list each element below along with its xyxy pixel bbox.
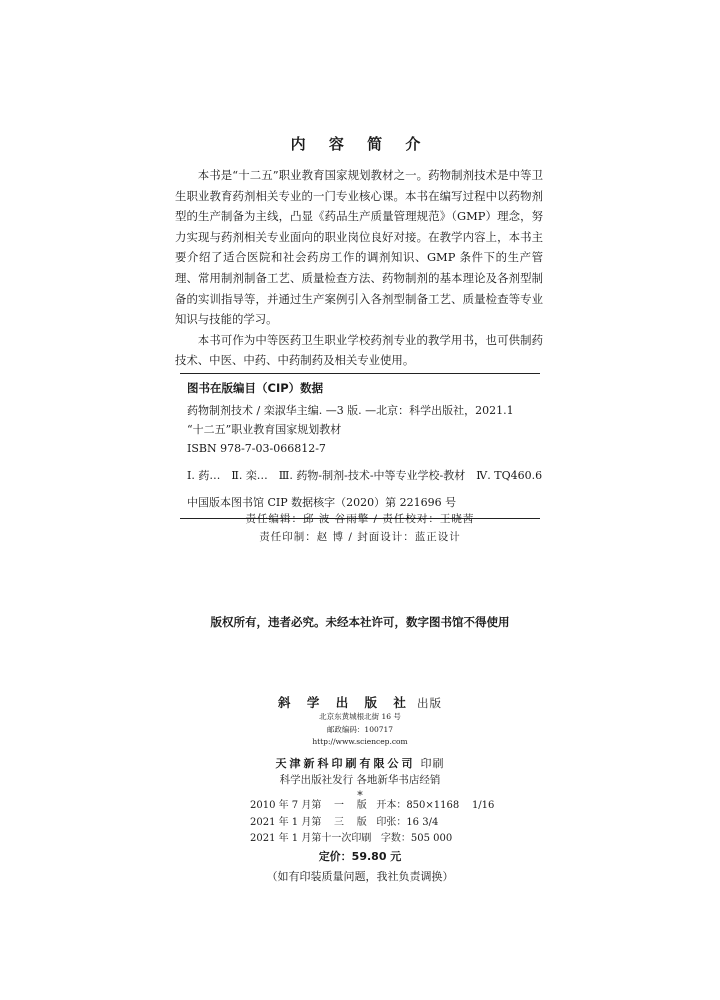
editors-line-2: 责任印制：赵 博 / 封面设计：蓝正设计 [259,531,461,543]
page-title: 内 容 简 介 [290,135,430,153]
summary-paragraph-2: 本书可作为中等医药卫生职业学校药剂专业的教学用书，也可供制药技术、中医、中药、中药制药及相关专业使用。 [175,332,543,368]
publisher-suffix: 出版 [417,696,442,710]
cip-record-number: 中国版本图书馆 CIP 数据核字（2020）第 221696 号 [187,496,457,509]
printer-suffix: 印刷 [420,756,445,770]
cip-classification: Ⅰ. 药… Ⅱ. 栾… Ⅲ. 药物-制剂-技术-中等专业学校-教材 Ⅳ. TQ460.6 [187,469,543,482]
distribution-line: 科学出版社发行 各地新华书店经销 [279,773,441,786]
cip-isbn-line: ISBN 978-7-03-066812-7 [187,442,326,455]
cip-series-line: “十二五”职业教育国家规划教材 [187,423,342,436]
price: 定价：59.80 元 [318,850,402,863]
separator-star: * [357,788,363,802]
cip-data-block [180,373,543,519]
print-info-block [250,798,550,848]
cip-title-line: 药物制剂技术 / 栾淑华主编. —3 版. —北京：科学出版社，2021.1 [187,404,514,417]
editors-credits [0,510,720,546]
print-info-line-2: 2021 年 1 月第 三 版 印张：16 3/4 [250,816,439,828]
publisher-postcode: 邮政编码：100717 [326,724,394,734]
content-summary [175,165,543,371]
publisher-block [0,692,720,803]
print-info-line-3: 2021 年 1 月第十一次印刷 字数：505 000 [250,833,453,844]
copyright-notice: 版权所有，违者必究。未经本社许可，数字图书馆不得使用 [210,615,510,629]
printer-name: 天津新科印刷有限公司 [275,756,416,770]
editors-line-1: 责任编辑：邱 波 谷雨擎 / 责任校对：王晓茜 [245,513,475,525]
cip-heading: 图书在版编目（CIP）数据 [187,381,324,395]
publisher-url: http://www.sciencep.com [312,737,408,746]
publisher-name: 斜 学 出 版 社 [277,695,412,710]
quality-note: （如有印装质量问题，我社负责调换） [266,870,454,883]
publisher-address: 北京东黄城根北街 16 号 [319,712,401,721]
print-info-line-1: 2010 年 7 月第 一 版 开本：850×1168 1/16 [250,800,495,811]
summary-paragraph-1: 本书是“十二五”职业教育国家规划教材之一。药物制剂技术是中等卫生职业教育药剂相关专业的一门专业核心课。本书在编写过程中以药物剂型的生产制备为主线，凸显《药品生产质量管理规范》（GMP）理念，努力实现与药剂相关专业面向的职业岗位良好对接。在教学内容上，本书主要介绍了适合医院和社会药房工作的调剂知识、GMP 条件下的生产管理、常用制剂制备工艺、质量检查方法、药物制剂的基本理论及各剂型制备的实训指导等，并通过生产案例引入各剂型制备工艺、质量检查等专业知识与技能的学习。 [175,168,543,327]
